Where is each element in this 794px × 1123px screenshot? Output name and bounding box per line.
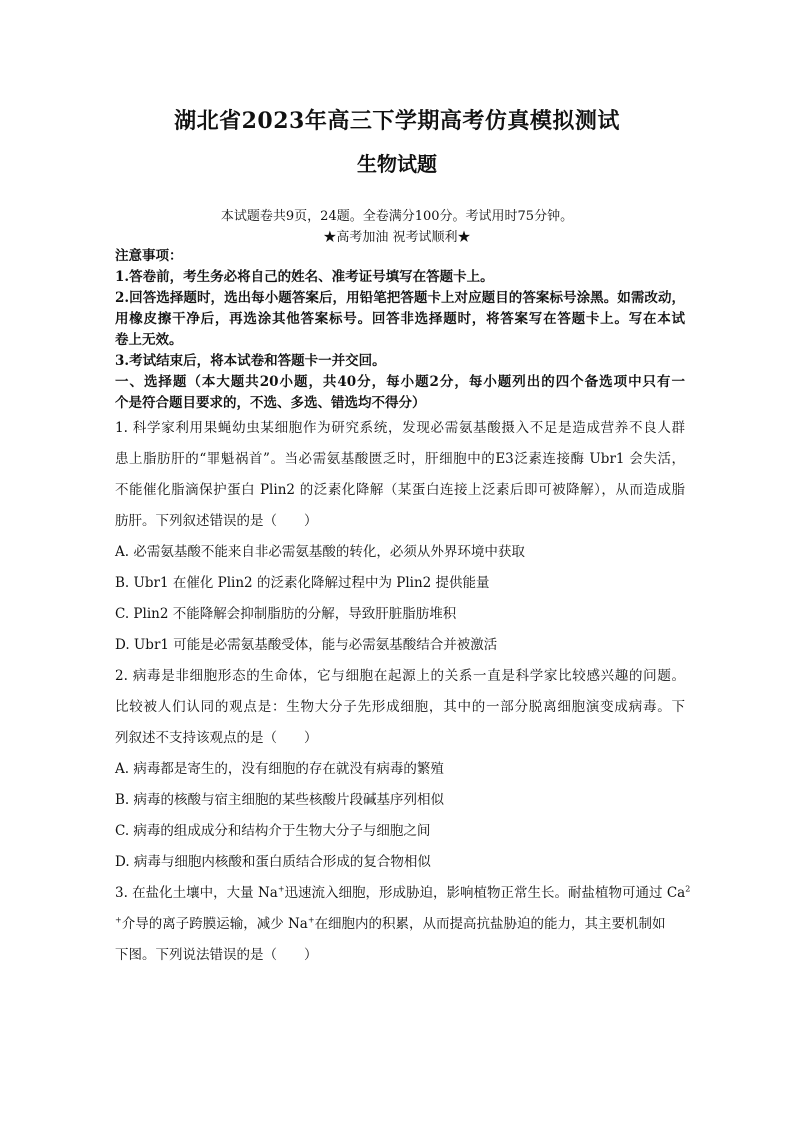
- notes-item-2-line-1: 2.回答选择题时，选出每小题答案后，用铅笔把答题卡上对应题目的答案标号涂黑。如需改动，: [115, 290, 685, 306]
- q1-stem-line-3: 不能催化脂滴保护蛋白 Plin2 的泛素化降解（某蛋白连接上泛素后即可被降解），从而造成脂: [115, 482, 685, 498]
- q1-option-d: D. Ubr1 可能是必需氨基酸受体，能与必需氨基酸结合并被激活: [115, 637, 498, 653]
- notes-heading: 注意事项：: [115, 248, 183, 264]
- q1-option-b: B. Ubr1 在催化 Plin2 的泛素化降解过程中为 Plin2 提供能量: [115, 575, 490, 591]
- q2-option-c: C. 病毒的组成成分和结构介于生物大分子与细胞之间: [115, 823, 431, 839]
- q3-line-1-part-b: 迅速流入细胞，形成胁迫，影响植物正常生长。耐盐植物可通过 Ca: [284, 885, 686, 901]
- q1-stem-line-4: 肪肝。下列叙述错误的是（ ）: [115, 513, 318, 529]
- q3-line-2-part-b: 在细胞内的积累，从而提高抗盐胁迫的能力，其主要机制如: [314, 916, 666, 932]
- question-3: [115, 878, 691, 971]
- exam-info: 本试题卷共9页，24题。全卷满分100分。考试用时75分钟。: [220, 209, 574, 224]
- exam-blessing: ★高考加油 祝考试顺利★: [323, 230, 471, 245]
- q3-stem-line-2: [115, 909, 685, 940]
- q1-stem-line-2: 患上脂肪肝的“罪魁祸首”。当必需氨基酸匮乏时，肝细胞中的E3泛素连接酶 Ubr1 会失活，: [115, 451, 685, 467]
- sodium-charge-2: +: [307, 915, 315, 925]
- q2-option-a: A. 病毒都是寄生的，没有细胞的存在就没有病毒的繁殖: [115, 761, 444, 777]
- q1-stem-line-1: 1. 科学家利用果蝇幼虫某细胞作为研究系统，发现必需氨基酸摄入不足是造成营养不良人群: [115, 420, 685, 436]
- section-heading-line-2: 个是符合题目要求的，不选、多选、错选均不得分）: [115, 395, 426, 411]
- sodium-charge: +: [277, 884, 285, 894]
- exam-notes: [115, 246, 685, 414]
- q2-stem-line-3: 列叙述不支持该观点的是（ ）: [115, 730, 318, 746]
- q3-line-2-part-a: 介导的离子跨膜运输，减少 Na: [121, 916, 308, 932]
- question-1: [115, 413, 685, 661]
- calcium-charge-sign: +: [115, 915, 122, 925]
- q2-stem-line-2: 比较被人们认同的观点是：生物大分子先形成细胞，其中的一部分脱离细胞演变成病毒。下: [115, 699, 685, 715]
- q3-stem-line-1: [115, 878, 691, 909]
- exam-title: 湖北省2023年高三下学期高考仿真模拟测试: [174, 108, 620, 134]
- calcium-charge-digit: 2: [685, 884, 691, 894]
- q2-option-b: B. 病毒的核酸与宿主细胞的某些核酸片段碱基序列相似: [115, 792, 445, 808]
- notes-item-3: 3.考试结束后，将本试卷和答题卡一并交回。: [115, 353, 386, 369]
- q2-stem-line-1: 2. 病毒是非细胞形态的生命体，它与细胞在起源上的关系一直是科学家比较感兴趣的问题。: [115, 668, 685, 684]
- section-heading-line-1: 一、选择题（本大题共20小题，共40分，每小题2分，每小题列出的四个备选项中只有一: [115, 374, 685, 390]
- exam-subject: 生物试题: [357, 152, 437, 176]
- question-2: [115, 661, 685, 878]
- notes-item-2-line-3: 卷上无效。: [115, 332, 183, 348]
- notes-item-1: 1.答卷前，考生务必将自己的姓名、准考证号填写在答题卡上。: [115, 269, 494, 285]
- q2-option-d: D. 病毒与细胞内核酸和蛋白质结合形成的复合物相似: [115, 854, 431, 870]
- q3-line-1-part-a: 3. 在盐化土壤中，大量 Na: [115, 885, 278, 901]
- q3-stem-line-3: 下图。下列说法错误的是（ ）: [115, 947, 318, 963]
- q1-option-c: C. Plin2 不能降解会抑制脂肪的分解，导致肝脏脂肪堆积: [115, 606, 457, 622]
- notes-item-2-line-2: 用橡皮擦干净后，再选涂其他答案标号。回答非选择题时，将答案写在答题卡上。写在本试: [115, 311, 685, 327]
- q1-option-a: A. 必需氨基酸不能来自非必需氨基酸的转化，必须从外界环境中获取: [115, 544, 525, 560]
